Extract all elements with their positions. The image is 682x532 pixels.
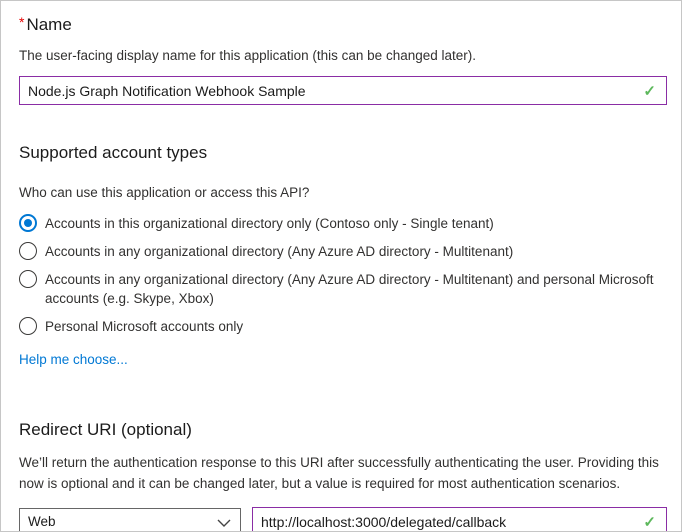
account-type-option-multitenant-personal[interactable] [19,270,667,308]
redirect-uri-row [19,507,667,532]
name-label [19,14,667,35]
name-label-text: Name [26,15,72,34]
account-type-option-label: Accounts in any organizational directory (Any Azure AD directory - Multitenant) and personal Microsoft accounts (e.g. Skype, Xbox) [45,272,654,306]
account-type-option-multitenant[interactable] [19,242,667,261]
chevron-down-icon [217,519,231,527]
supported-account-types-heading: Supported account types [19,143,208,162]
account-type-option-personal-only[interactable] [19,317,667,336]
redirect-uri-heading: Redirect URI (optional) [19,420,192,439]
account-type-option-single-tenant[interactable] [19,214,667,233]
name-input[interactable] [28,83,635,99]
redirect-uri-description: We’ll return the authentication response to this URI after successfully authenticating the user. Providing this now is optional and it can be changed later, but a value is required for most authentication scenarios. [19,455,659,491]
account-types-question: Who can use this application or access this API? [19,185,310,200]
account-type-option-label: Accounts in any organizational directory (Any Azure AD directory - Multitenant) [45,244,514,259]
help-me-choose-link[interactable]: Help me choose... [19,352,128,367]
valid-checkmark-icon: ✓ [643,82,656,100]
radio-button-icon [19,270,37,288]
radio-button-icon [19,214,37,232]
platform-select[interactable] [19,508,241,532]
account-type-option-label: Accounts in this organizational directory only (Contoso only - Single tenant) [45,216,494,231]
account-type-radio-group [19,214,667,336]
radio-button-icon [19,317,37,335]
platform-select-value: Web [28,514,56,529]
name-field [19,76,667,105]
name-description: The user-facing display name for this application (this can be changed later). [19,48,476,63]
valid-checkmark-icon: ✓ [643,513,656,531]
radio-button-icon [19,242,37,260]
account-type-option-label: Personal Microsoft accounts only [45,319,244,334]
redirect-uri-input[interactable] [261,514,635,530]
redirect-uri-field [252,507,667,532]
required-asterisk: * [19,14,25,30]
